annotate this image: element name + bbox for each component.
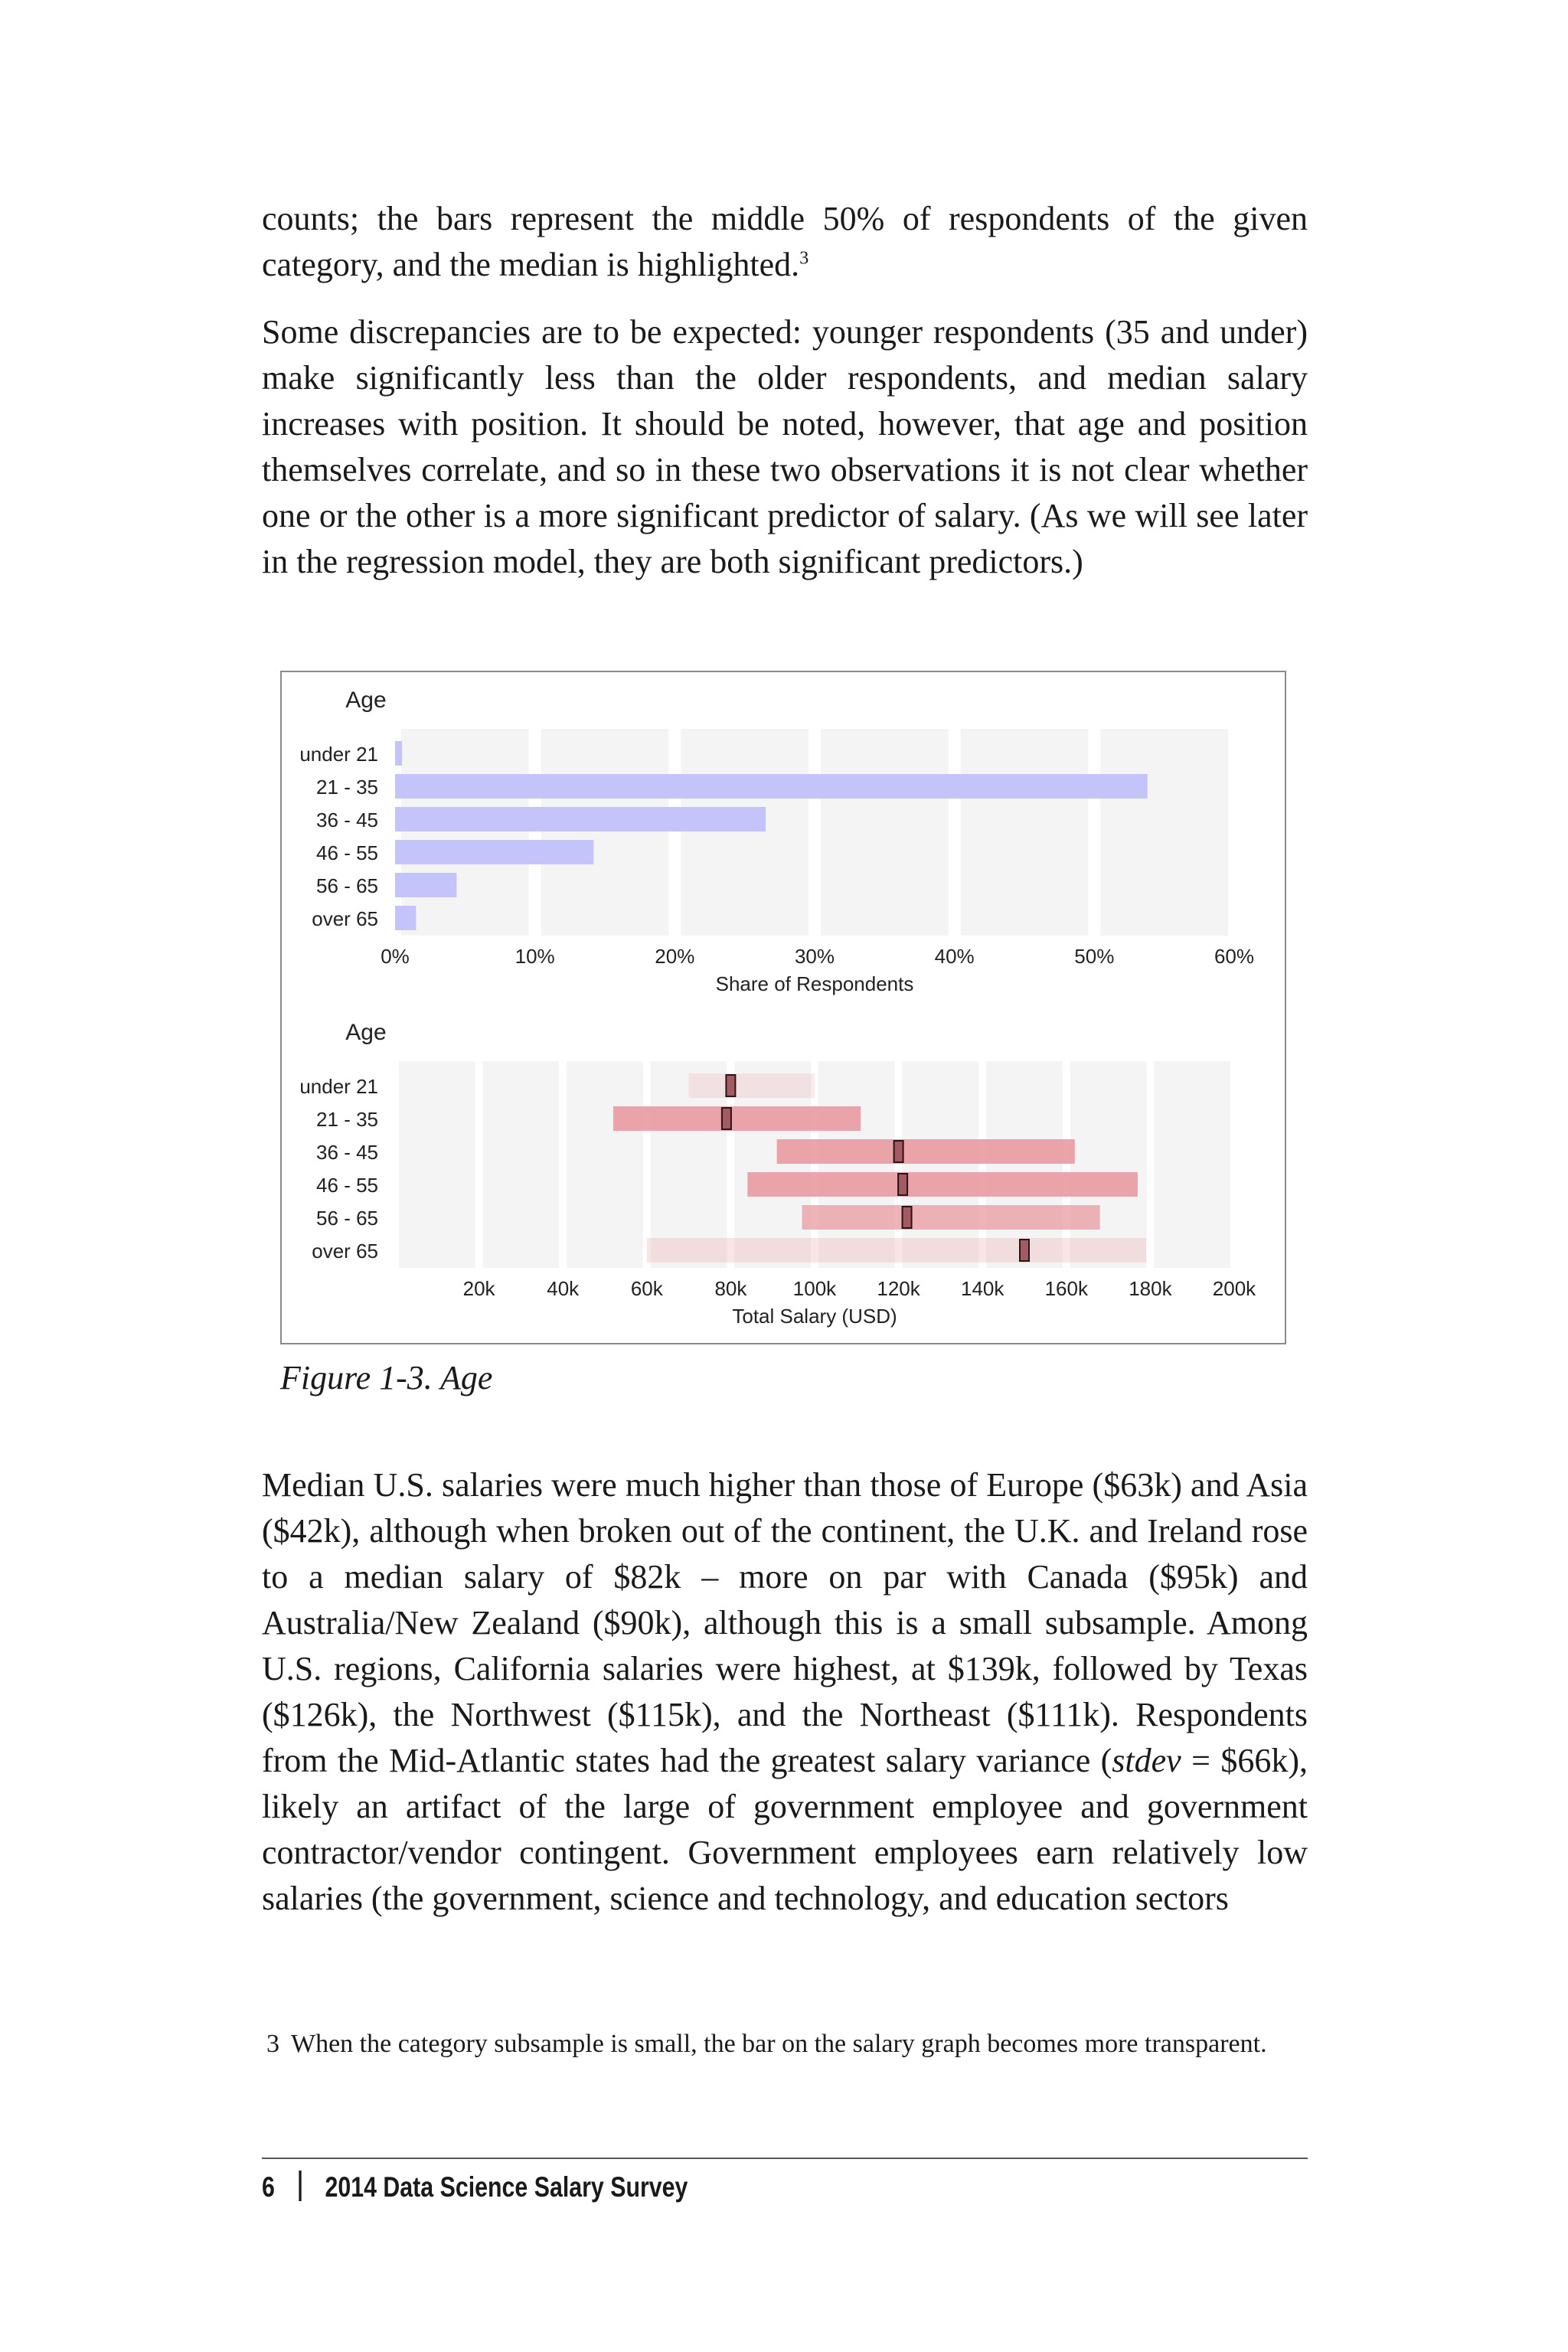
share-x-axis-label: Share of Respondents xyxy=(715,972,914,995)
share-x-tick-label: 10% xyxy=(514,945,555,968)
share-bar xyxy=(395,873,456,897)
share-x-tick-label: 30% xyxy=(794,945,835,968)
paragraph-3 xyxy=(262,1462,1308,1922)
salary-category-label: 46 - 55 xyxy=(316,1174,378,1197)
salary-category-label: 56 - 65 xyxy=(316,1207,378,1230)
share-category-label: 36 - 45 xyxy=(316,808,378,831)
paragraph-3-italic: stdev xyxy=(1112,1742,1181,1779)
salary-range-bar xyxy=(747,1172,1138,1197)
share-chart-title: Age xyxy=(345,688,387,713)
salary-x-tick-label: 20k xyxy=(462,1277,495,1300)
share-grid-band xyxy=(401,729,529,936)
salary-grid-band xyxy=(483,1061,560,1268)
share-grid-band xyxy=(1100,729,1228,936)
paragraph-2: Some discrepancies are to be expected: younger respondents (35 and under) make significantly less than the older respondents, and median salary increases with position. It should be noted, however, that age and position themselves correlate, and so in these two observations it is not clear whether one or the other is a more significant predictor of salary. (As we will see later in the regression model, they are both significant predictors.) xyxy=(262,313,1308,580)
share-bar xyxy=(395,840,593,864)
footer-title: 2014 Data Science Salary Survey xyxy=(325,2171,688,2203)
page-footer xyxy=(262,2167,688,2208)
paragraph-1-text: counts; the bars represent the middle 50% of respondents of the given category, and the median is highlighted. xyxy=(262,200,1308,283)
salary-x-tick-label: 80k xyxy=(714,1277,747,1300)
salary-x-tick-label: 160k xyxy=(1044,1277,1088,1300)
page-number: 6 xyxy=(262,2171,275,2203)
paragraph-1 xyxy=(262,196,1308,288)
salary-x-tick-label: 40k xyxy=(547,1277,580,1300)
salary-grid-band xyxy=(986,1061,1063,1268)
salary-range-bar xyxy=(802,1205,1100,1230)
share-category-label: 56 - 65 xyxy=(316,874,378,897)
paragraph-3-text-a: Median U.S. salaries were much higher than those of Europe ($63k) and Asia ($42k), although when broken out of the continent, the U.K. and Ireland rose to a median salary of $82k – more on par with Canada ($95k) and Australia/New Zealand ($90k), although this is a small subsample. Among U.S. regions, California salaries were highest, at $139k, followed by Texas ($126k), the Northwest ($115k), and the Northeast ($111k). Respondents from the Mid-Atlantic states had the greatest salary variance ( xyxy=(262,1466,1308,1779)
share-bar xyxy=(395,807,766,831)
salary-grid-band xyxy=(1154,1061,1230,1268)
footnote-text: When the category subsample is small, the bar on the salary graph becomes more transparent. xyxy=(291,2030,1267,2058)
salary-range-bar xyxy=(613,1106,861,1131)
footer-separator xyxy=(299,2171,301,2201)
salary-range-bar xyxy=(647,1238,1146,1263)
share-category-label: over 65 xyxy=(312,907,378,930)
salary-x-tick-label: 100k xyxy=(792,1277,837,1300)
salary-x-tick-label: 200k xyxy=(1212,1277,1256,1300)
salary-x-tick-label: 140k xyxy=(961,1277,1004,1300)
salary-median-marker xyxy=(722,1108,731,1129)
share-category-label: 46 - 55 xyxy=(316,841,378,864)
share-grid-band xyxy=(541,729,669,936)
footnote-number: 3 xyxy=(266,2030,279,2058)
share-bar xyxy=(395,906,416,930)
share-grid-band xyxy=(681,729,808,936)
share-grid-band xyxy=(961,729,1089,936)
share-grid-band xyxy=(821,729,949,936)
salary-median-marker xyxy=(726,1075,735,1096)
salary-category-label: 21 - 35 xyxy=(316,1108,378,1131)
salary-median-marker xyxy=(1020,1240,1029,1261)
footer-rule xyxy=(262,2158,1308,2159)
salary-grid-band xyxy=(1070,1061,1147,1268)
share-x-tick-label: 60% xyxy=(1214,945,1255,968)
salary-range-bar xyxy=(777,1139,1075,1164)
share-category-label: under 21 xyxy=(299,743,378,766)
share-x-tick-label: 50% xyxy=(1074,945,1115,968)
figure-frame xyxy=(280,671,1286,1344)
salary-median-marker xyxy=(898,1174,907,1195)
salary-x-tick-label: 60k xyxy=(630,1277,663,1300)
salary-grid-band xyxy=(818,1061,895,1268)
salary-category-label: over 65 xyxy=(312,1240,378,1263)
paragraph-3-text-b: = $66k), likely an artifact of the large of government employee and government contractor/​vendor contingent. Government employees earn relatively low salaries (the government, science and technology, and education sectors xyxy=(262,1742,1308,1917)
figure-caption: Figure 1-3. Age xyxy=(280,1359,493,1396)
share-bar xyxy=(395,741,402,766)
salary-median-marker xyxy=(903,1207,912,1228)
salary-grid-band xyxy=(567,1061,643,1268)
salary-category-label: 36 - 45 xyxy=(316,1141,378,1164)
footnote xyxy=(262,2026,1308,2063)
salary-range-bar xyxy=(689,1073,815,1098)
salary-median-marker xyxy=(894,1141,903,1162)
share-bar xyxy=(395,774,1148,799)
salary-chart-title: Age xyxy=(345,1020,387,1045)
salary-category-label: under 21 xyxy=(299,1075,378,1098)
footnote-ref[interactable]: 3 xyxy=(799,248,809,269)
share-category-label: 21 - 35 xyxy=(316,776,378,799)
age-figure xyxy=(282,672,1288,1346)
share-x-tick-label: 20% xyxy=(655,945,695,968)
salary-x-tick-label: 120k xyxy=(877,1277,920,1300)
salary-grid-band xyxy=(399,1061,475,1268)
salary-grid-band xyxy=(903,1061,979,1268)
salary-x-tick-label: 180k xyxy=(1129,1277,1172,1300)
salary-x-axis-label: Total Salary (USD) xyxy=(732,1305,897,1328)
share-x-tick-label: 40% xyxy=(934,945,975,968)
share-x-tick-label: 0% xyxy=(381,945,410,968)
